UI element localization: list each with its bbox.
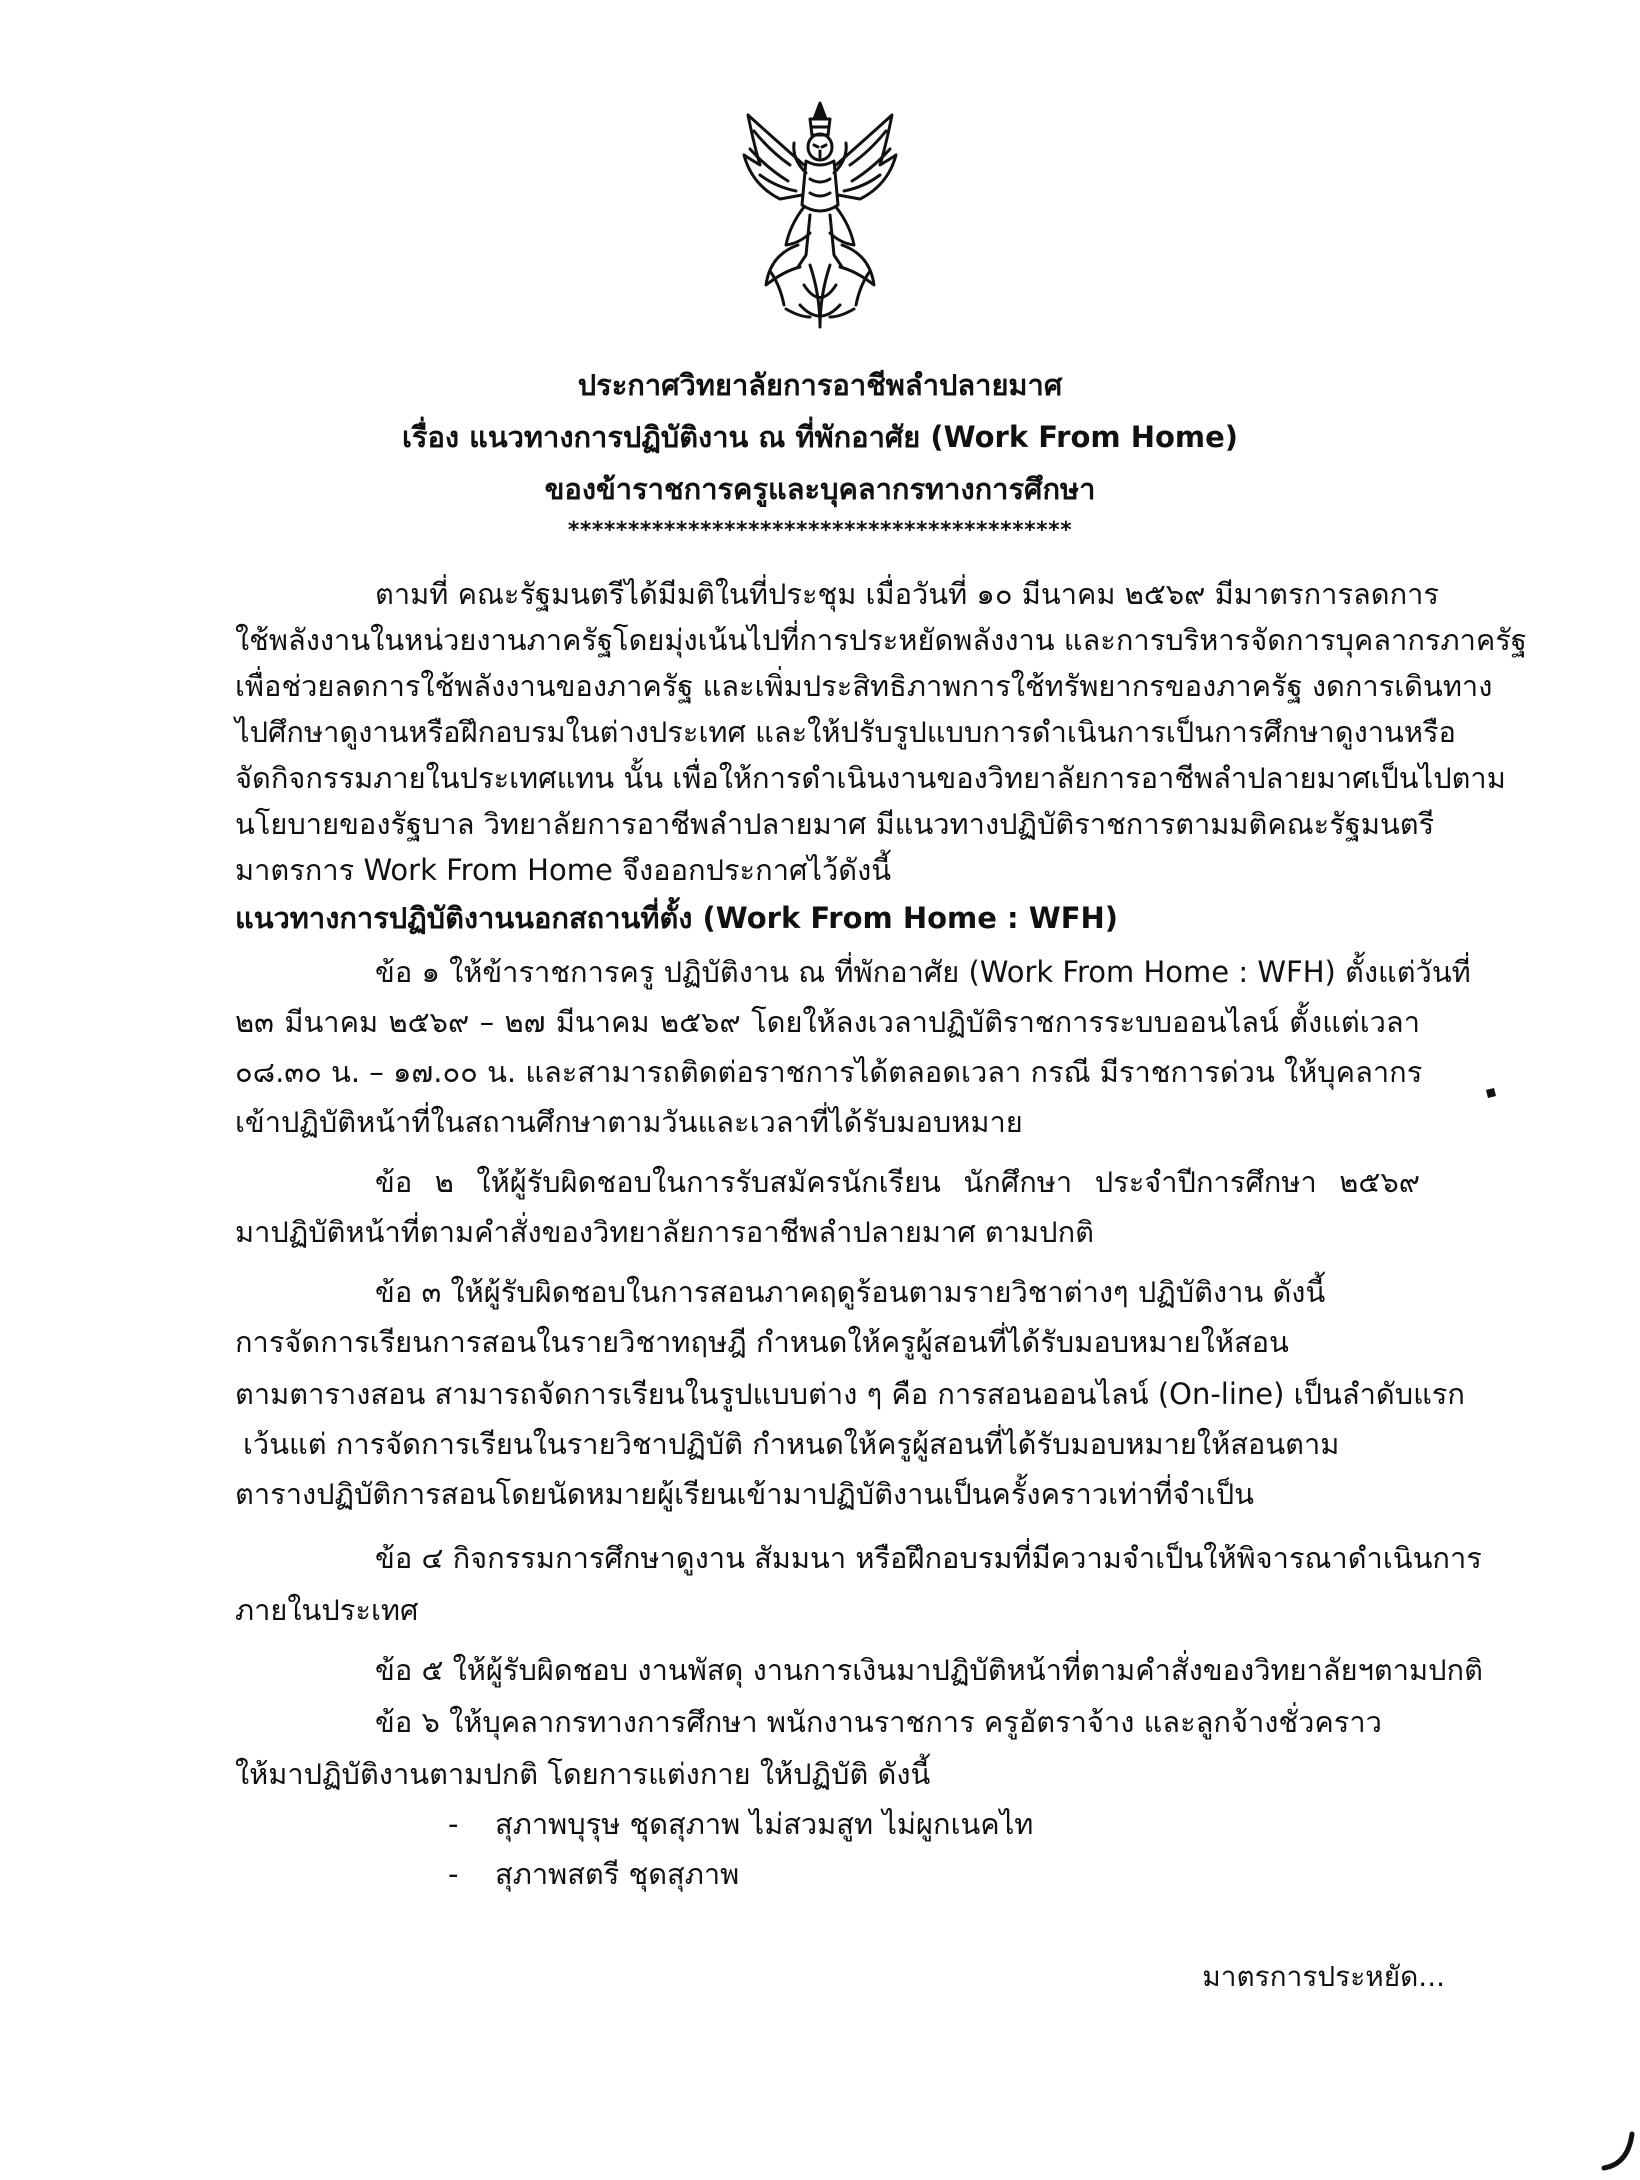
item-4-line-2: ภายในประเทศ: [235, 1593, 419, 1627]
intro-line-3: เพื่อช่วยลดการใช้พลังงานของภาครัฐ และเพิ่มประสิทธิภาพการใช้ทรัพยากรของภาครัฐ งดการเดินทาง: [235, 669, 1493, 703]
item-6-line-1: ข้อ ๖ ให้บุคลากรทางการศึกษา พนักงานราชการ ครูอัตราจ้าง และลูกจ้างชั่วคราว: [375, 1705, 1382, 1739]
separator-line: ******************************************: [567, 518, 1073, 543]
document-audience: ของข้าราชการครูและบุคลากรทางการศึกษา: [544, 472, 1096, 506]
item-5-line: ข้อ ๕ ให้ผู้รับผิดชอบ งานพัสดุ งานการเงินมาปฏิบัติหน้าที่ตามคำสั่งของวิทยาลัยฯตามปกติ: [375, 1653, 1483, 1687]
item-1-line-3: ๐๘.๓๐ น. – ๑๗.๐๐ น. และสามารถติดต่อราชการได้ตลอดเวลา กรณี มีราชการด่วน ให้บุคลากร: [235, 1055, 1423, 1089]
item-3-line-2: การจัดการเรียนการสอนในรายวิชาทฤษฎี กำหนดให้ครูผู้สอนที่ได้รับมอบหมายให้สอน: [235, 1325, 1289, 1359]
intro-line-2: ใช้พลังงานในหน่วยงานภาครัฐโดยมุ่งเน้นไปที่การประหยัดพลังงาน และการบริหารจัดการบุคลากรภาครัฐ: [235, 623, 1527, 657]
document-title: ประกาศวิทยาลัยการอาชีพลำปลายมาศ: [577, 368, 1063, 402]
intro-line-5: จัดกิจกรรมภายในประเทศแทน นั้น เพื่อให้การดำเนินงานของวิทยาลัยการอาชีพลำปลายมาศเป็นไปตาม: [235, 761, 1506, 795]
item-3-line-5: ตารางปฏิบัติการสอนโดยนัดหมายผู้เรียนเข้ามาปฏิบัติงานเป็นครั้งคราวเท่าที่จำเป็น: [235, 1477, 1254, 1511]
bullet-marker: -: [448, 1857, 459, 1891]
item-1-line-1: ข้อ ๑ ให้ข้าราชการครู ปฏิบัติงาน ณ ที่พักอาศัย (Work From Home : WFH) ตั้งแต่วันที่: [375, 955, 1471, 989]
item-3-line-1: ข้อ ๓ ให้ผู้รับผิดชอบในการสอนภาคฤดูร้อนตามรายวิชาต่างๆ ปฏิบัติงาน ดังนี้: [375, 1275, 1326, 1309]
intro-line-4: ไปศึกษาดูงานหรือฝึกอบรมในต่างประเทศ และให้ปรับรูปแบบการดำเนินการเป็นการศึกษาดูงานหรือ: [235, 715, 1456, 749]
garuda-emblem-icon: [740, 95, 900, 335]
document-subject: เรื่อง แนวทางการปฏิบัติงาน ณ ที่พักอาศัย (Work From Home): [401, 420, 1239, 454]
item-1-line-4: เข้าปฏิบัติหน้าที่ในสถานศึกษาตามวันและเวลาที่ได้รับมอบหมาย: [235, 1105, 1023, 1139]
item-2-line-1: ข้อ ๒ ให้ผู้รับผิดชอบในการรับสมัครนักเรียน นักศึกษา ประจำปีการศึกษา ๒๕๖๙: [375, 1165, 1420, 1199]
corner-mark: [1598, 2128, 1638, 2174]
continuation-footer: มาตรการประหยัด...: [1202, 1960, 1445, 1993]
intro-line-6: นโยบายของรัฐบาล วิทยาลัยการอาชีพลำปลายมาศ มีแนวทางปฏิบัติราชการตามมติคณะรัฐมนตรี: [235, 807, 1435, 841]
bullet-item-1: สุภาพบุรุษ ชุดสุภาพ ไม่สวมสูท ไม่ผูกเนคไท: [495, 1807, 1034, 1841]
intro-line-1: ตามที่ คณะรัฐมนตรีได้มีมติในที่ประชุม เมื่อวันที่ ๑๐ มีนาคม ๒๕๖๙ มีมาตรการลดการ: [375, 577, 1440, 611]
item-4-line-1: ข้อ ๔ กิจกรรมการศึกษาดูงาน สัมมนา หรือฝึกอบรมที่มีความจำเป็นให้พิจารณาดำเนินการ: [375, 1541, 1482, 1575]
item-3-line-3: ตามตารางสอน สามารถจัดการเรียนในรูปแบบต่าง ๆ คือ การสอนออนไลน์ (On-line) เป็นลำดับแรก: [235, 1377, 1465, 1411]
section-title: แนวทางการปฏิบัติงานนอกสถานที่ตั้ง (Work From Home : WFH): [235, 901, 1119, 935]
item-1-line-2: ๒๓ มีนาคม ๒๕๖๙ – ๒๗ มีนาคม ๒๕๖๙ โดยให้ลงเวลาปฏิบัติราชการระบบออนไลน์ ตั้งแต่เวลา: [235, 1005, 1420, 1039]
item-3-line-4: เว้นแต่ การจัดการเรียนในรายวิชาปฏิบัติ กำหนดให้ครูผู้สอนที่ได้รับมอบหมายให้สอนตาม: [243, 1427, 1340, 1461]
item-6-line-2: ให้มาปฏิบัติงานตามปกติ โดยการแต่งกาย ให้ปฏิบัติ ดังนี้: [235, 1757, 931, 1791]
bullet-marker: -: [448, 1807, 459, 1841]
intro-line-7: มาตรการ Work From Home จึงออกประกาศไว้ดังนี้: [235, 853, 892, 887]
scan-mark: [1484, 1086, 1498, 1100]
item-2-line-2: มาปฏิบัติหน้าที่ตามคำสั่งของวิทยาลัยการอาชีพลำปลายมาศ ตามปกติ: [235, 1215, 1094, 1249]
bullet-item-2: สุภาพสตรี ชุดสุภาพ: [495, 1857, 740, 1891]
